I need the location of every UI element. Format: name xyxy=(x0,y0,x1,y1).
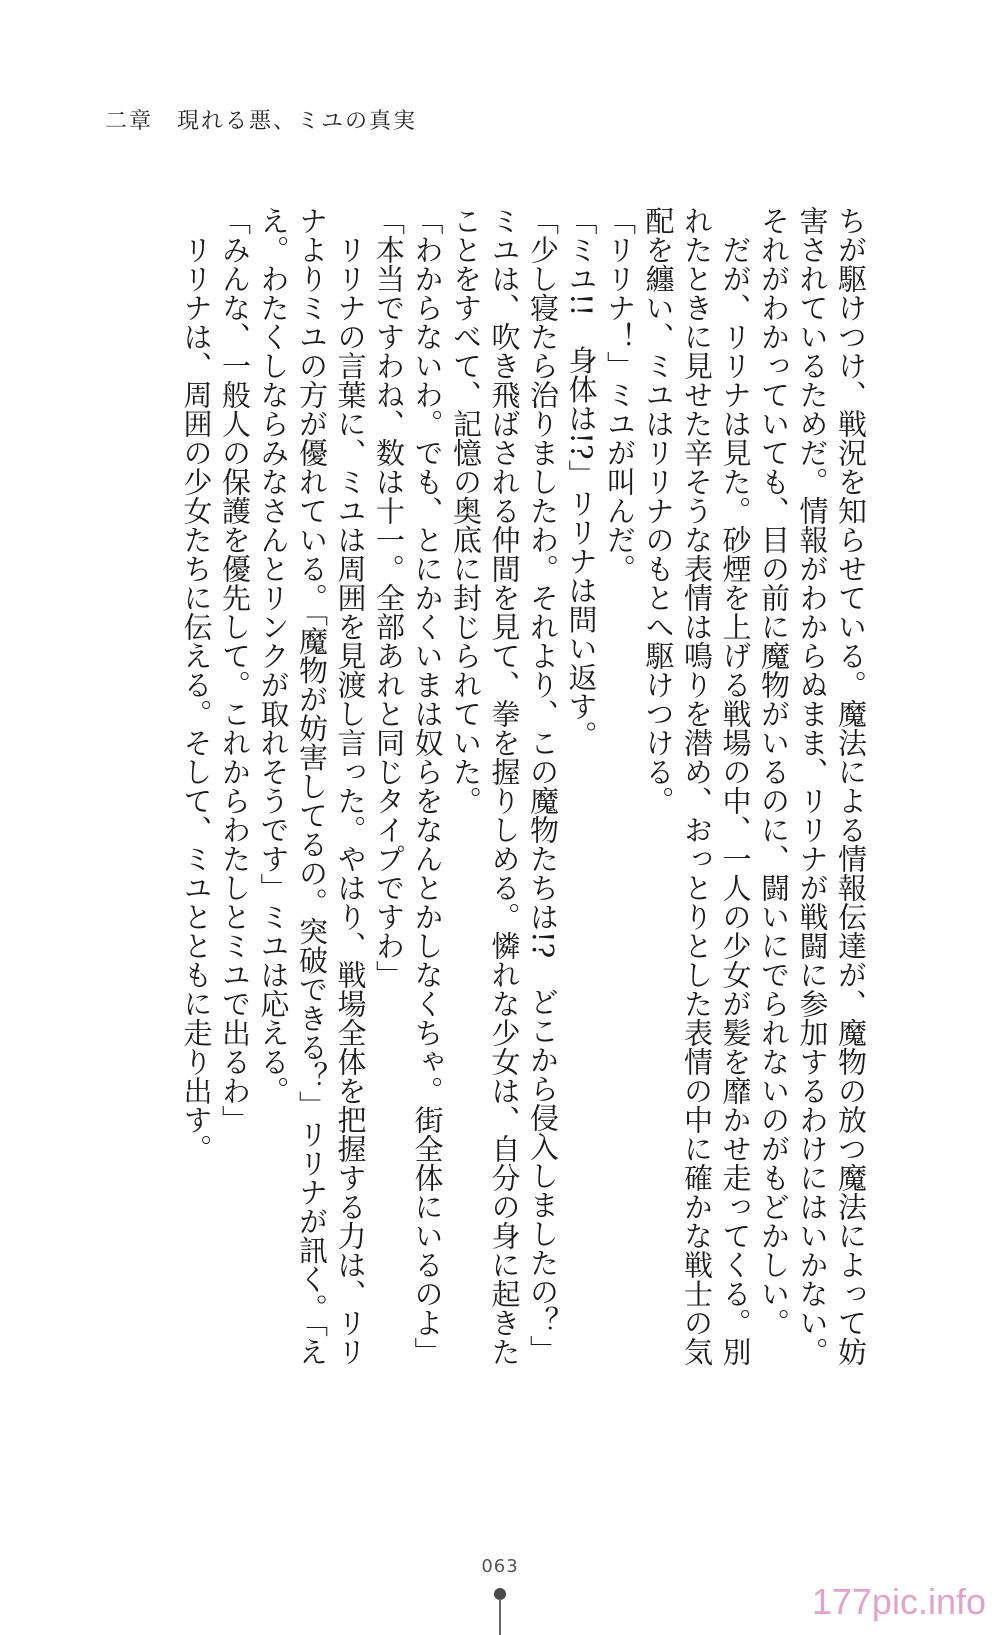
text-line: 配を纏い、ミユはリリナのもとへ駆けつける。 xyxy=(641,206,676,815)
text-line: れたときに見せた辛そうな表情は鳴りを潜め、おっとりとした表情の中に確かな戦士の気 xyxy=(680,206,714,1366)
text-line: 「わからないわ。でも、とにかくいまは奴らをなんとかしなくちゃ。街全体にいるのよ」 xyxy=(410,206,445,1366)
page-number: 063 xyxy=(481,1556,519,1577)
text-line: だが、リリナは見た。砂煙を上げる戦場の中、一人の少女が髪を靡かせ走ってくる。別 xyxy=(718,206,753,1366)
body-text xyxy=(177,206,870,1366)
text-line: ちが駆けつけ、戦況を知らせている。魔法による情報伝達が、魔物の放つ魔法によって妨 xyxy=(834,206,868,1366)
text-line: え。わたくしならみなさんとリンクが取れそうです」ミユは応える。 xyxy=(256,206,291,1105)
text-line: ナよりミユの方が優れている。「魔物が妨害してるの。突破できる？」リリナが訊く。「え xyxy=(295,206,329,1366)
text-line: 「ミユ!! 身体は!?」リリナは問い返す。 xyxy=(564,206,599,750)
text-line: 「少し寝たら治りましたわ。それより、この魔物たちは!? どこから侵入しましたの？」 xyxy=(526,206,560,1365)
page-marker-line xyxy=(499,1599,501,1635)
watermark: 177pic.info xyxy=(811,1581,986,1622)
text-line: リリナは、周囲の少女たちに伝える。そして、ミユとともに走り出す。 xyxy=(179,206,214,1163)
text-line: リリナの言葉に、ミユは周囲を見渡し言った。やはり、戦場全体を把握する力は、リリ xyxy=(333,206,368,1366)
text-line: 「みんな、一般人の保護を優先して。これからわたしとミユで出るわ」 xyxy=(218,206,252,1134)
text-line: ミユは、吹き飛ばされる仲間を見て、拳を握りしめる。憐れな少女は、自分の身に起きた xyxy=(487,206,522,1366)
chapter-title: 二章 現れる悪、ミユの真実 xyxy=(105,109,418,134)
text-line: ことをすべて、記憶の奥底に封じられていた。 xyxy=(449,206,483,815)
text-line: 「リリナ！」ミユが叫んだ。 xyxy=(603,206,637,583)
text-line: 害されているためだ。情報がわからぬまま、リリナが戦闘に参加するわけにはいかない。 xyxy=(795,206,830,1366)
text-line: 「本当ですわね、数は十一。全部あれと同じタイプですわ」 xyxy=(372,206,406,989)
text-line: それがわかっていても、目の前に魔物がいるのに、闘いにでられないのがもどかしい。 xyxy=(757,206,791,1337)
